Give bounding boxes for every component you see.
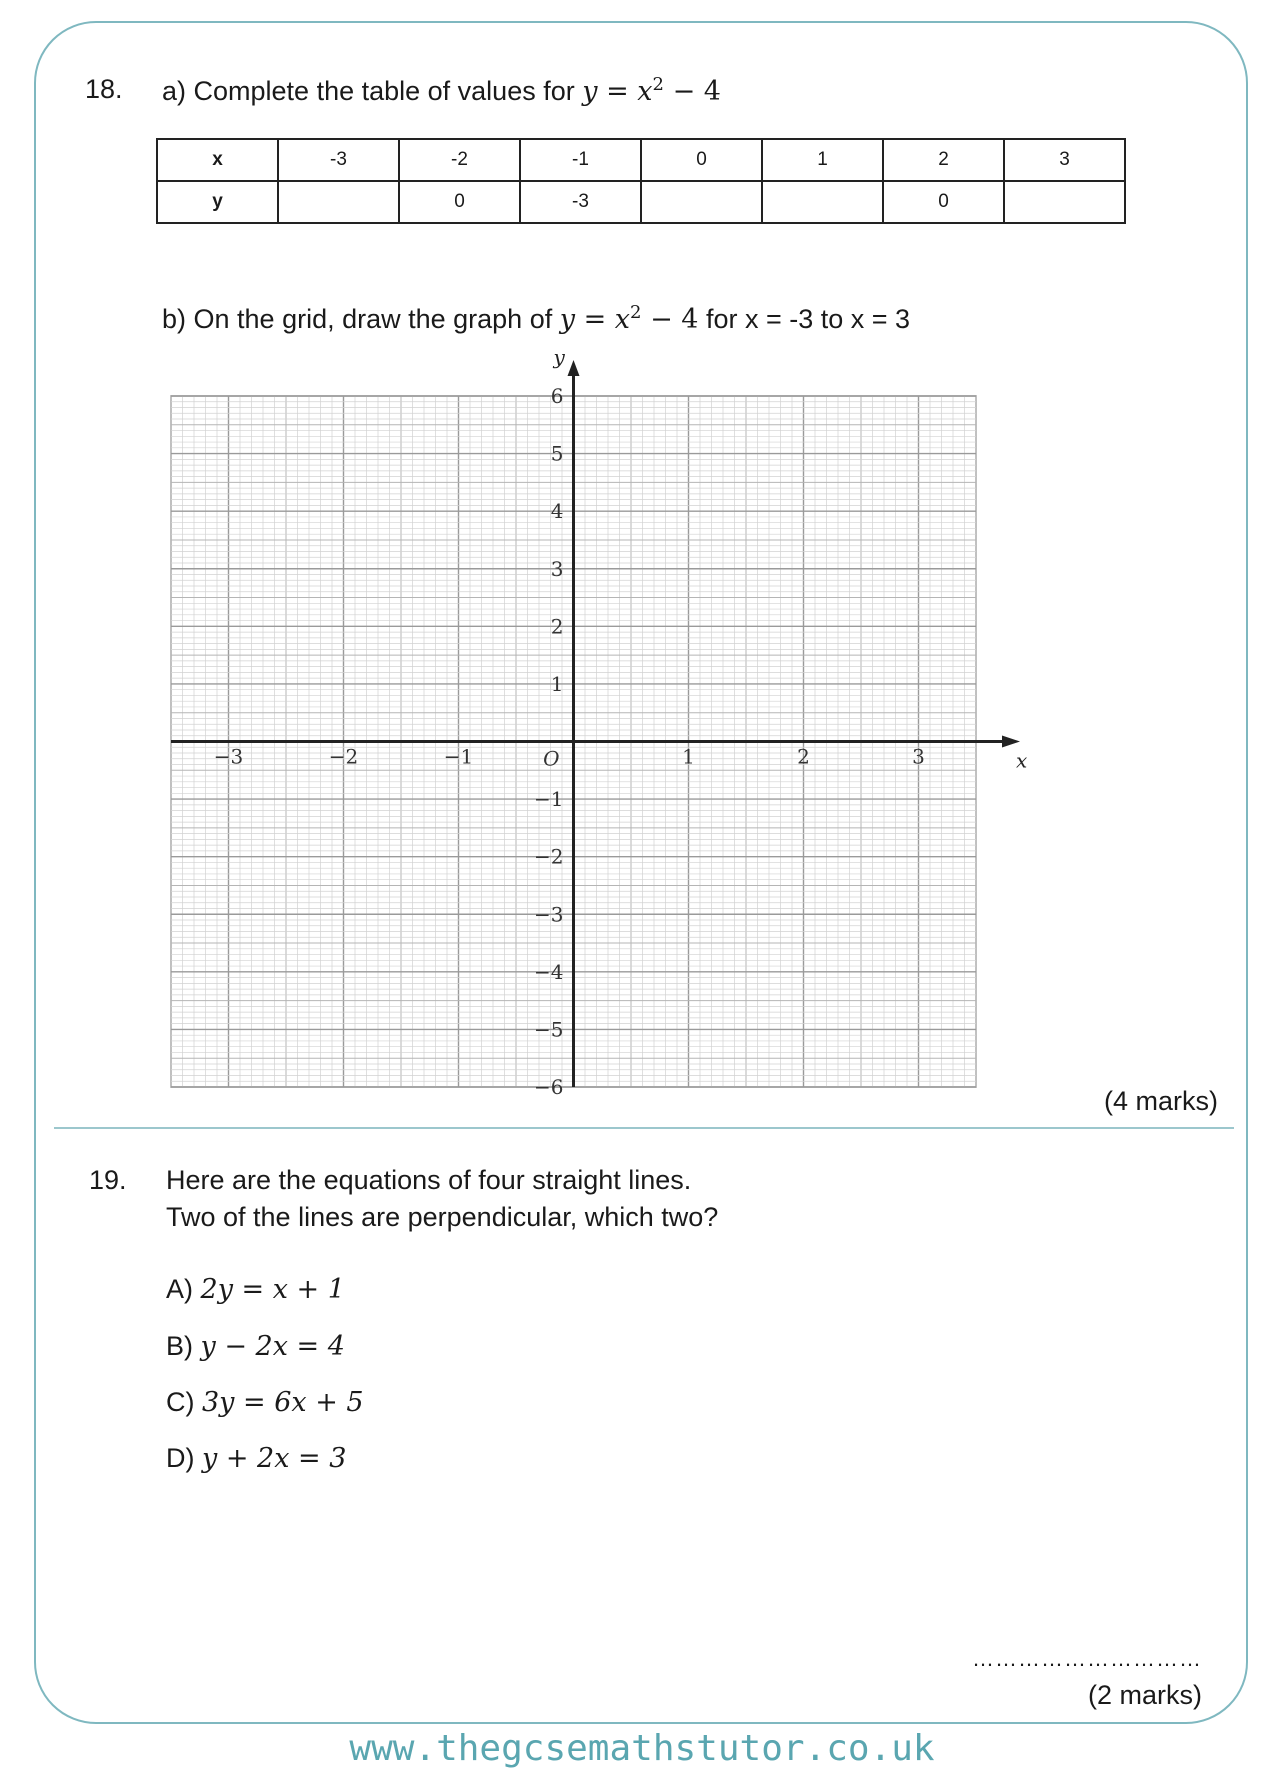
y-axis-arrow <box>568 360 580 376</box>
y-tick-label: −4 <box>534 959 564 984</box>
option-c: C) 3y = 6x + 5 <box>166 1387 364 1418</box>
option-d-equation: y + 2x = 3 <box>202 1443 347 1474</box>
y-tick-label: −5 <box>534 1017 564 1042</box>
x-tick-label: −1 <box>443 744 474 769</box>
x-tick-label: −3 <box>213 744 244 769</box>
x-tick-label: 3 <box>912 744 925 769</box>
x-tick-label: 1 <box>682 744 695 769</box>
table-cell: 0 <box>641 139 762 181</box>
y-tick-label: −3 <box>534 902 564 927</box>
question-19-number: 19. <box>89 1165 127 1195</box>
question-18-number: 18. <box>85 74 123 104</box>
y-tick-label: 6 <box>550 384 564 408</box>
y-tick-label: 3 <box>550 556 564 581</box>
y-axis-label: y <box>553 345 565 369</box>
x-axis-arrow <box>1002 736 1020 748</box>
y-tick-label: 1 <box>550 671 564 696</box>
option-d: D) y + 2x = 3 <box>166 1443 347 1474</box>
table-cell: 1 <box>762 139 883 181</box>
question-18b-range: for x = -3 to x = 3 <box>698 304 911 334</box>
question-18b-text: b) On the grid, draw the graph of <box>162 304 560 334</box>
table-header-x: x <box>157 139 278 181</box>
question-18a-text: a) Complete the table of values for <box>162 76 583 106</box>
question-19-line-1: Here are the equations of four straight lines. <box>166 1165 692 1195</box>
y-tick-label: 4 <box>550 499 564 524</box>
table-cell: 2 <box>883 139 1004 181</box>
question-18a-equation: $y = x^2 - 4$ <box>582 74 721 107</box>
y-tick-label: −2 <box>534 844 564 869</box>
x-tick-label: 2 <box>797 744 810 769</box>
question-divider <box>54 1127 1234 1129</box>
footer-url[interactable]: www.thegcsemathstutor.co.uk <box>349 1728 935 1769</box>
table-cell: -1 <box>520 139 641 181</box>
question-19-line-2: Two of the lines are perpendicular, which two? <box>166 1202 719 1232</box>
option-b: B) y − 2x = 4 <box>166 1331 345 1362</box>
option-c-equation: 3y = 6x + 5 <box>202 1387 364 1418</box>
table-cell: 0 <box>883 181 1004 223</box>
answer-line[interactable]: ………………………… <box>972 1646 1202 1671</box>
y-tick-label: 2 <box>550 614 564 639</box>
y-tick-label: 5 <box>550 441 564 466</box>
y-tick-label: −6 <box>534 1075 564 1099</box>
option-a-equation: 2y = x + 1 <box>200 1274 345 1305</box>
y-tick-label: −1 <box>534 787 564 812</box>
x-axis-label: x <box>1016 748 1028 773</box>
table-cell: -2 <box>399 139 520 181</box>
question-18-marks: (4 marks) <box>1104 1086 1218 1116</box>
question-18b-equation: $y = x^2 - 4$ <box>559 302 699 335</box>
table-cell: 0 <box>399 181 520 223</box>
x-tick-label: −2 <box>328 744 359 769</box>
origin-label: O <box>543 746 560 771</box>
option-b-equation: y − 2x = 4 <box>200 1331 345 1362</box>
table-cell: 3 <box>1004 139 1125 181</box>
table-header-y: y <box>157 181 278 223</box>
table-cell: -3 <box>520 181 641 223</box>
table-cell: -3 <box>278 139 399 181</box>
question-19-marks: (2 marks) <box>1088 1680 1202 1710</box>
option-a: A) 2y = x + 1 <box>166 1274 345 1305</box>
